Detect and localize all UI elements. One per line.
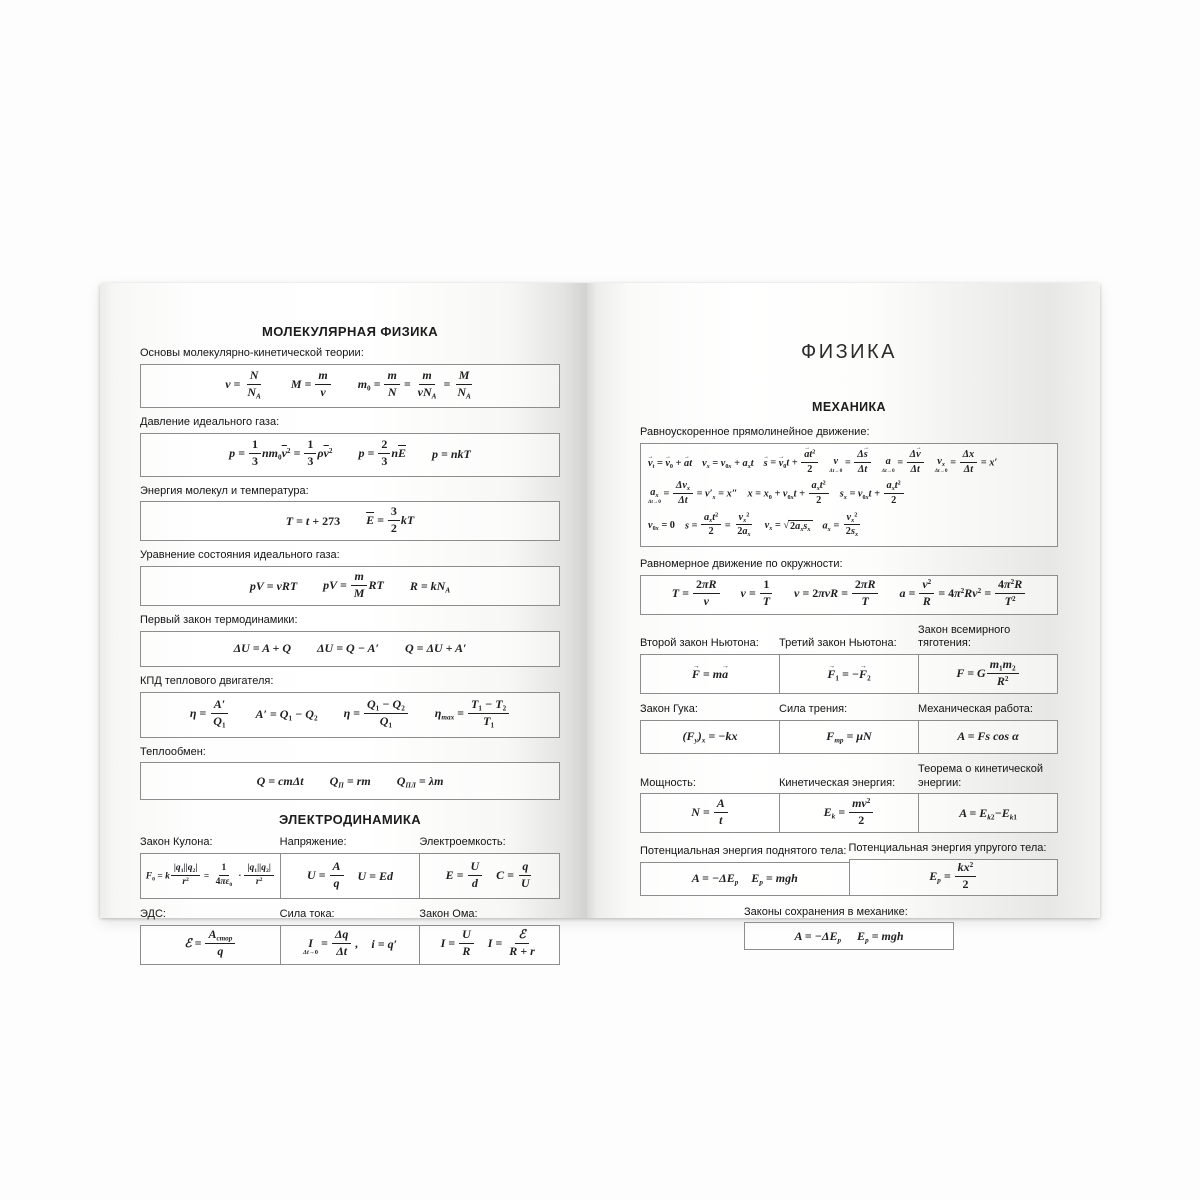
formula: pV = $\frac{m}{M}$ RT (323, 568, 384, 600)
formula-box (640, 654, 780, 694)
formula: $Q_{ПЛ} = \lambda m$ (396, 773, 444, 790)
section-label: Первый закон термодинамики: (140, 614, 298, 626)
column-capacitance (419, 836, 560, 899)
left-page (100, 283, 587, 959)
formula: $v_x = v_{0x} + a_xt$ (702, 458, 754, 471)
formula: Q = ΔU + A′ (404, 641, 467, 656)
formula: $v_x$ Δt→0 = $\frac{\Delta x}{\Delta t}$ = x′ (934, 449, 998, 476)
formula-box (140, 762, 560, 800)
page-title-physics: ФИЗИКА (800, 341, 898, 363)
formula: $s_x = v_{0x}t$ + $a_xt^2$ 2 (840, 481, 905, 508)
formula: $\overline{E}$ = $\frac{3}{2}$ kT (366, 503, 415, 535)
column-voltage (280, 836, 421, 899)
section-label: Сила трения: (779, 703, 848, 715)
section-first-law (140, 614, 560, 667)
formula: $\eta_{max}$ = $\frac{T_1 - T_2}{T_1}$ (435, 699, 510, 730)
formula: T = $\frac{2\pi R}{v}$ (672, 579, 721, 610)
formula-box (140, 853, 281, 899)
formula: s = $a_xt^2$ 2 = $\frac{v_x^2}{2a_x}$ (684, 511, 751, 539)
formula: $m_0$ = $\frac{m}{N}$ = m $\nu N_A$ = $\frac{M}{N_A}$ (357, 368, 471, 401)
formula: $F_0 = k$ $\frac{|q_1||q_2|}{r^2}$ = $\frac{1}{4\pi\varepsilon_0}$ · $\frac{|q_1||q_2|}{r^2}$ (146, 864, 275, 889)
formula-box (280, 925, 421, 965)
formula: $E_p$ = $\frac{kx^2}{2}$ (929, 862, 977, 893)
formula-box (419, 925, 560, 965)
section-label: Электроемкость: (419, 836, 506, 849)
right-page (587, 283, 1100, 945)
formula-box (140, 925, 281, 965)
formula: I = $\frac{U}{R}$ (441, 929, 475, 960)
formula: $Q_П$ = rm (329, 773, 371, 790)
formula: U = $\frac{A}{q}$ (307, 861, 345, 892)
section-label: Теплообмен: (140, 745, 206, 758)
formula: p = $\frac{2}{3}$ $n\overline{E}$ (358, 437, 407, 468)
formula-box (640, 862, 850, 896)
section-label: Равноускоренное прямолинейное движение: (640, 426, 870, 438)
formula: I = ℰ R + r (487, 927, 535, 959)
formula: M = $\frac{m}{\nu}$ (291, 370, 332, 401)
formula: ℰ = $A_{стор}$ q (184, 929, 236, 960)
formula-box (140, 566, 560, 606)
formula-row (648, 481, 1050, 508)
formula: ΔU = Q − A′ (317, 641, 379, 656)
formula: Q = cmΔt (256, 773, 304, 788)
formula-box (419, 853, 560, 899)
formula-box (849, 859, 1059, 896)
formula: a = $\frac{v^2}{R}$ = $4\pi^2R\nu^2$ = $\frac{4\pi^2R}{T^2}$ (899, 579, 1026, 610)
mechanics-row-potential (640, 842, 1058, 895)
section-label: Основы молекулярно-кинетической теории: (140, 347, 364, 359)
formula-box (640, 575, 1058, 615)
formula: $(F_y)_x = -kx$ (682, 729, 738, 745)
formula-box (140, 631, 560, 667)
section-label: Уравнение состояния идеального газа: (140, 549, 340, 562)
formula: v Δt→0 = $\frac{\Delta s \to}{\Delta t}$ (829, 450, 871, 477)
section-label: КПД теплового двигателя: (140, 674, 274, 687)
column-hooke (640, 703, 780, 754)
section-label: Кинетическая энергия: (779, 776, 896, 789)
formula-box (140, 692, 560, 738)
section-ideal-gas-equation (140, 549, 560, 606)
formula: F = G $\frac{m_1m_2}{R^2}$ (956, 659, 1019, 690)
column-coulomb (140, 836, 281, 899)
section-label: Закон Ома: (419, 908, 478, 920)
column-gravitation (918, 624, 1058, 695)
formula-box (640, 443, 1058, 547)
section-label: Мощность: (640, 776, 696, 789)
section-label: Закон всемирного тяготения: (918, 623, 1011, 650)
section-pressure (140, 416, 560, 477)
section-heat-exchange (140, 746, 560, 801)
formula-box (744, 922, 954, 950)
column-newton-2 (640, 637, 780, 694)
column-potential-elastic (849, 842, 1059, 895)
page-title-molecular-physics: МОЛЕКУЛЯРНАЯ ФИЗИКА (262, 324, 438, 339)
column-kinetic-energy-theorem (918, 763, 1058, 834)
formula: $F \to_1 = -F \to_2$ (827, 667, 870, 682)
column-ohms-law (419, 908, 560, 965)
formula: $v \to_t = v \to_0 + a \to t$ (648, 458, 692, 469)
formula: $a_x$ Δt→0 = $\Delta v_x$ Δt = $v'_x = x''$ (648, 480, 738, 507)
formula: $A = -\Delta E_p$ (794, 928, 842, 945)
column-friction (779, 703, 919, 754)
formula: i = q′ (371, 937, 397, 952)
section-efficiency (140, 675, 560, 738)
formula: $E_k$ = $\frac{mv^2}{2}$ (824, 798, 875, 829)
formula: $E_p$ = mgh (857, 928, 904, 945)
formula: $v_x$ = √ $2a_xs_x$ (764, 519, 811, 534)
formula: $R = kN_A$ (409, 578, 451, 595)
formula: ν = $\frac{N}{N_A}$ (225, 368, 261, 401)
notebook-spread (100, 283, 1100, 959)
formula-box (779, 720, 919, 754)
formula: $F_{тр} = \mu N$ (826, 729, 872, 745)
formula: η = $\frac{Q_1 - Q_2}{Q_1}$ (344, 699, 409, 730)
section-conservation-laws (640, 906, 1058, 951)
electro-row-1 (140, 836, 560, 899)
formula-box (918, 720, 1058, 754)
formula: v = 2πνR = $\frac{2\pi R}{T}$ (794, 579, 879, 610)
formula: $E_p$ = mgh (751, 871, 798, 887)
section-label: Третий закон Ньютона: (779, 637, 897, 650)
column-emf (140, 908, 281, 965)
section-label: Напряжение: (279, 836, 347, 849)
formula-box (779, 654, 919, 694)
formula-box (140, 433, 560, 477)
section-label: ЭДС: (140, 908, 166, 920)
section-label: Сила тока: (279, 908, 335, 920)
column-kinetic-energy (779, 777, 919, 834)
conservation-wrap (640, 906, 1058, 951)
formula: $A = -\Delta E_p$ (691, 871, 739, 887)
column-power (640, 777, 780, 834)
formula-box (640, 720, 780, 754)
formula: $A' = Q_1 - Q_2$ (255, 707, 318, 723)
formula: T = t + 273 (285, 513, 341, 528)
section-label: Второй закон Ньютона: (640, 637, 759, 650)
page-title-electrodynamics: ЭЛЕКТРОДИНАМИКА (278, 812, 422, 828)
formula: U = Ed (357, 868, 394, 883)
formula-box (918, 793, 1058, 833)
formula: C = $\frac{q}{U}$ (496, 858, 530, 890)
formula: p = nkT (432, 447, 471, 461)
section-label: Потенциальная энергия поднятого тела: (640, 844, 847, 857)
formula: ν = $\frac{1}{T}$ (741, 579, 775, 610)
section-label: Механическая работа: (918, 703, 1033, 715)
formula: A = Fs cos α (957, 729, 1019, 744)
mechanics-row-newton (640, 624, 1058, 695)
formula-box (140, 364, 560, 408)
formula-box (140, 501, 560, 541)
section-mkt (140, 347, 560, 408)
section-label: Теорема о кинетической энергии: (918, 762, 1043, 789)
formula-box (918, 654, 1058, 694)
section-kinematics (640, 426, 1058, 547)
formula: $v_{0x} = 0$ (648, 520, 675, 533)
formula: E = $\frac{U}{d}$ (446, 861, 484, 892)
formula: $x = x_0 + v_{0x}t$ + $a_xt^2$ 2 (747, 481, 829, 508)
formula: $A = E_{k2}-E_{k1}$ (959, 805, 1017, 822)
formula: ΔU = A + Q (233, 641, 292, 656)
section-circular-motion (640, 558, 1058, 615)
section-label: Потенциальная энергия упругого тела: (848, 842, 1047, 855)
section-label: Давление идеального газа: (140, 415, 280, 428)
section-label: Закон Кулона: (140, 836, 213, 849)
formula: N = $\frac{A}{t}$ (691, 798, 729, 829)
section-label: Равномерное движение по окружности: (640, 557, 843, 570)
mechanics-row-energy (640, 763, 1058, 834)
formula: pV = νRT (249, 578, 298, 593)
column-potential-lifted (640, 845, 850, 896)
formula: I Δt→0 = $\frac{\Delta q}{\Delta t}$ , (303, 927, 359, 959)
electro-row-2 (140, 908, 560, 965)
column-current (280, 908, 421, 965)
section-energy-temperature (140, 485, 560, 542)
formula-box (640, 793, 780, 833)
section-label: Законы сохранения в механике: (744, 905, 908, 918)
column-work (918, 703, 1058, 754)
formula: p = $\frac{1}{3}$ $nm_0\overline{v}^2$ = $\frac{1}{3}$ $\rho\overline{v}^2$ (229, 437, 333, 468)
column-newton-3 (779, 637, 919, 694)
formula: s → = $v \to_0t$ + $\frac{a \to t^2}{2}$ (764, 450, 820, 477)
formula: a Δt→0 = $\frac{\Delta v \to}{\Delta t}$ (882, 450, 925, 477)
formula-box (779, 793, 919, 833)
formula-box (280, 853, 421, 899)
page-title-mechanics: МЕХАНИКА (812, 400, 886, 414)
mechanics-row-forces (640, 703, 1058, 754)
formula: F → = ma → (692, 667, 728, 682)
formula: $a_x$ = $\frac{v_x^2}{2s_x}$ (823, 513, 863, 540)
section-label: Энергия молекул и температура: (140, 484, 309, 497)
section-label: Закон Гука: (640, 703, 698, 715)
formula-row (648, 513, 1050, 540)
formula: η = $\frac{A'}{Q_1}$ (190, 699, 230, 730)
formula-row (648, 450, 1050, 477)
